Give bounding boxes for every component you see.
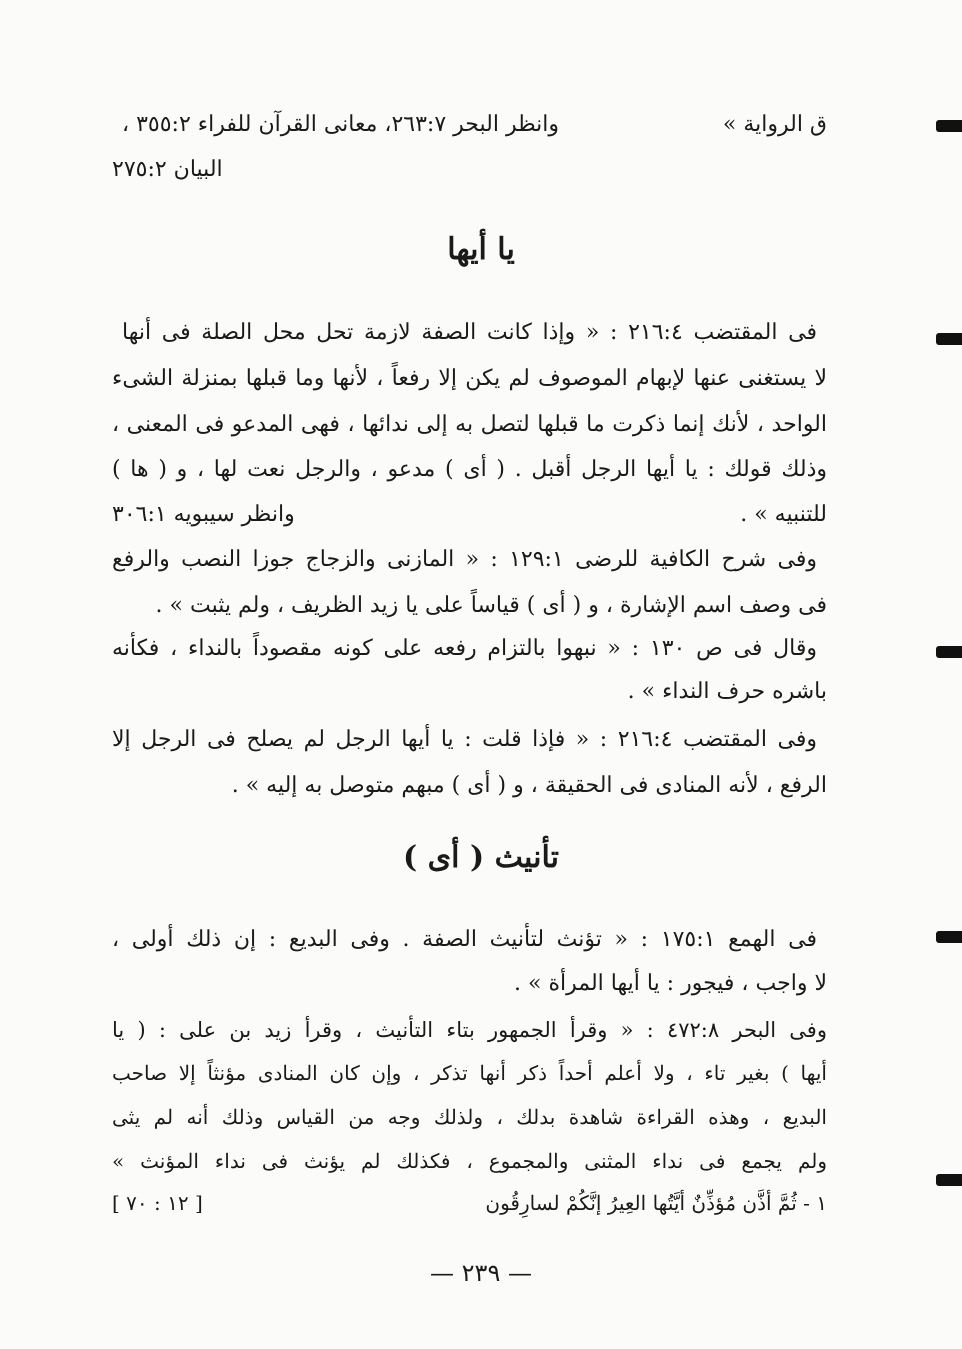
paragraph-line: وذلك قولك : يا أيها الرجل أقبل . ( أى ) مدعو ، والرجل نعت لها ، و ( ها )	[112, 457, 827, 482]
margin-mark	[936, 931, 962, 943]
paragraph-line: وفى شرح الكافية للرضى ١٢٩:١ : « المازنى والزجاج جوزا النصب والرفع	[112, 547, 818, 572]
footnote	[112, 1188, 827, 1218]
paragraph-line: أيها ) بغير تاء ، ولا أعلم أحداً ذكر أنها تذكر ، وإن كان المنادى مؤنثاً إلا صاحب	[112, 1061, 827, 1085]
margin-mark	[936, 1174, 962, 1186]
page-number: — ٢٣٩ —	[430, 1259, 532, 1287]
top-note-right: ق الرواية »	[722, 112, 827, 137]
margin-mark	[936, 333, 962, 345]
paragraph-line: فى المقتضب ٢١٦:٤ : « وإذا كانت الصفة لازمة تحل محل الصلة فى أنها	[122, 320, 817, 345]
margin-mark	[936, 120, 962, 132]
paragraph-line: وفى البحر ٤٧٢:٨ : « وقرأ الجمهور بتاء التأنيث ، وقرأ زيد بن على : ( يا	[112, 1018, 827, 1042]
top-note-line-2: البيان ٢٧٥:٢	[112, 157, 223, 182]
paragraph-line: فى الهمع ١٧٥:١ : « تؤنث لتأنيث الصفة . وفى البديع : إن ذلك أولى ،	[112, 927, 817, 952]
paragraph-line: وفى المقتضب ٢١٦:٤ : « فإذا قلت : يا أيها الرجل لم يصلح فى الرجل إلا	[112, 727, 817, 752]
paragraph-line: باشره حرف النداء » .	[627, 679, 827, 704]
footnote-reference: [ ١٢ : ٧٠ ]	[112, 1191, 203, 1215]
paragraph-end: للتنبيه » .	[740, 502, 827, 527]
paragraph-line: الرفع ، لأنه المنادى فى الحقيقة ، و ( أى ) مبهم متوصل به إليه » .	[231, 773, 827, 798]
paragraph-line: ولم يجمع فى نداء المثنى والمجموع ، فكذلك لم يؤنث فى نداء المؤنث »	[112, 1149, 828, 1173]
footnote-verse: ١ - ثُمَّ أذَّن مُؤذِّنٌ أيَّتُها العِيرُ إنَّكُمْ لسارِقُون	[485, 1191, 827, 1215]
top-note-line-1	[122, 110, 827, 140]
paragraph-line: وقال فى ص ١٣٠ : « نبهوا بالتزام رفعه على كونه مقصوداً بالنداء ، فكأنه	[112, 636, 817, 661]
section-heading: يا أيها	[447, 232, 515, 267]
paragraph-last-line	[112, 500, 827, 530]
margin-mark	[936, 646, 962, 658]
section-heading: تأنيث ( أى )	[403, 840, 559, 875]
reference-note: وانظر سيبويه ٣٠٦:١	[112, 502, 295, 527]
paragraph-line: فى وصف اسم الإشارة ، و ( أى ) قياساً على يا زيد الظريف ، ولم يثبت » .	[155, 593, 827, 618]
top-note-left: وانظر البحر ٢٦٣:٧، معانى القرآن للفراء ٣٥٥:٢ ،	[122, 112, 559, 137]
paragraph-line: لا واجب ، فيجور : يا أيها المرأة » .	[514, 971, 827, 996]
paragraph-line: البديع ، وهذه القراءة شاهدة بدلك ، ولذلك وجه من القياس وذلك أنه لم يثى	[112, 1105, 827, 1129]
paragraph-line: لا يستغنى عنها لإبهام الموصوف لم يكن إلا رفعاً ، لأنها وما قبلها بمنزلة الشىء	[112, 366, 827, 391]
paragraph-line: الواحد ، لأنك إنما ذكرت ما قبلها لتصل به إلى ندائها ، فهى المدعو فى المعنى ،	[112, 412, 827, 437]
